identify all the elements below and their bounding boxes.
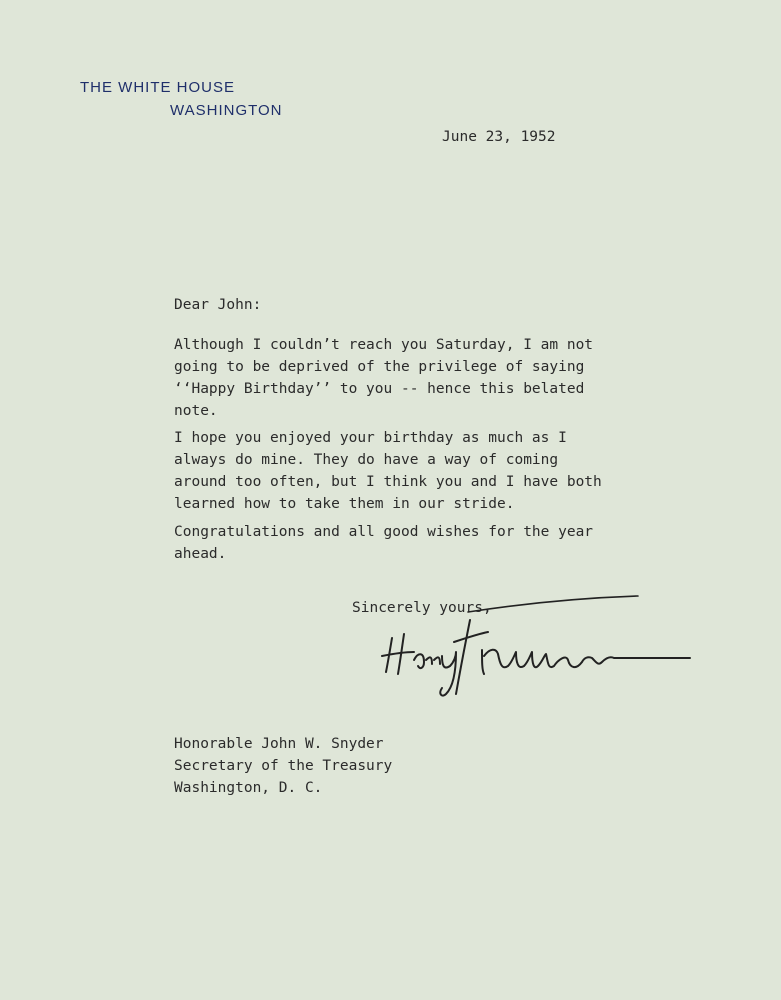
paragraph-line: learned how to take them in our stride. bbox=[174, 496, 515, 512]
signature-strokes bbox=[382, 596, 690, 696]
paragraph-line: ahead. bbox=[174, 546, 227, 562]
signature-ruman bbox=[482, 650, 690, 674]
letterhead-title: THE WHITE HOUSE bbox=[80, 79, 236, 96]
paragraph-line: Congratulations and all good wishes for the year bbox=[174, 524, 594, 540]
letterhead-city: WASHINGTON bbox=[170, 102, 283, 119]
paragraph-3 bbox=[174, 521, 593, 565]
paragraph-line: going to be deprived of the privilege of saying bbox=[174, 359, 585, 375]
signature-letter-h bbox=[382, 634, 414, 674]
letter-date: June 23, 1952 bbox=[442, 129, 556, 145]
paragraph-line: note. bbox=[174, 403, 218, 419]
signature bbox=[370, 590, 700, 705]
paragraph-1 bbox=[174, 334, 593, 422]
salutation: Dear John: bbox=[174, 297, 262, 313]
paragraph-line: ‘‘Happy Birthday’’ to you -- hence this belated bbox=[174, 381, 585, 397]
recipient-line: Honorable John W. Snyder bbox=[174, 736, 384, 752]
signature-arry bbox=[414, 652, 456, 696]
paragraph-line: Although I couldn’t reach you Saturday, I am not bbox=[174, 337, 594, 353]
signature-flourish bbox=[468, 596, 638, 612]
paragraph-line: always do mine. They do have a way of coming bbox=[174, 452, 559, 468]
paragraph-line: I hope you enjoyed your birthday as much as I bbox=[174, 430, 567, 446]
closing: Sincerely yours, bbox=[352, 600, 492, 616]
paragraph-2 bbox=[174, 427, 602, 515]
paragraph-line: around too often, but I think you and I have both bbox=[174, 474, 602, 490]
recipient-line: Secretary of the Treasury bbox=[174, 758, 393, 774]
recipient-address bbox=[174, 733, 392, 799]
recipient-line: Washington, D. C. bbox=[174, 780, 323, 796]
